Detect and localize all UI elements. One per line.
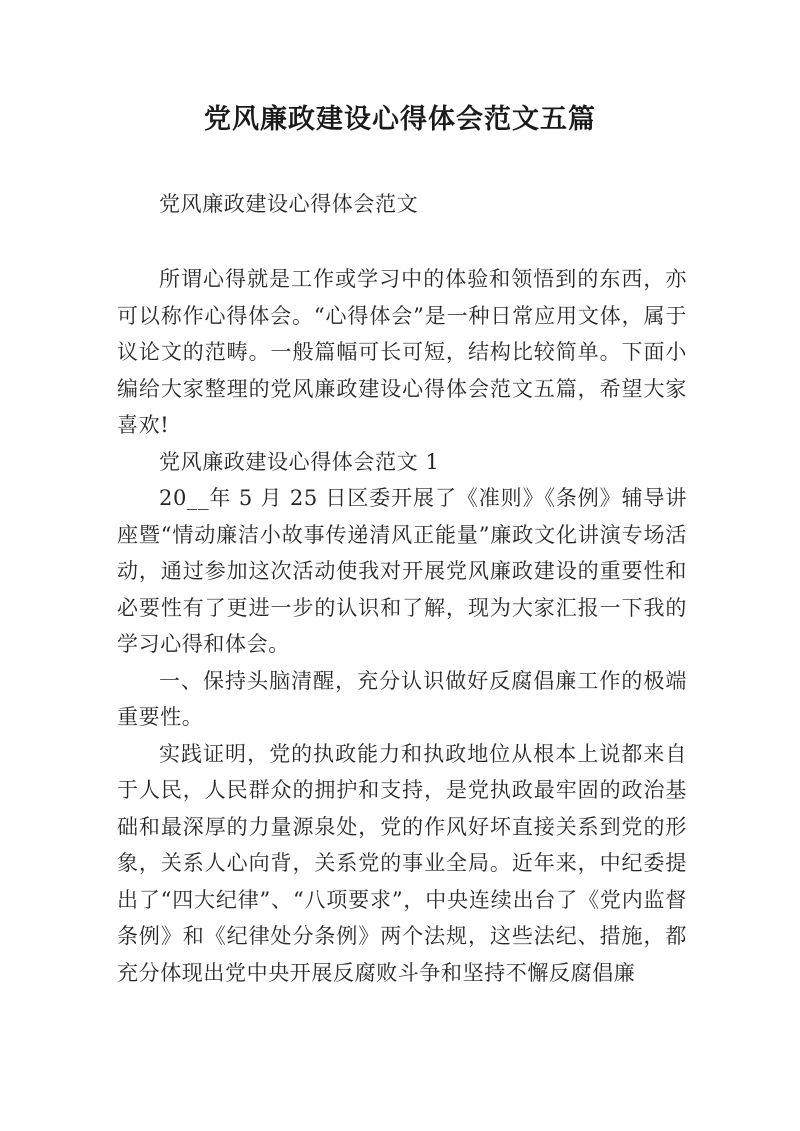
intro-paragraph: 所谓心得就是工作或学习中的体验和领悟到的东西，亦可以称作心得体会。“心得体会”是一种日常应用文体，属于议论文的范畴。一般篇幅可长可短，结构比较简单。下面小编给大家整理的党风廉政建设心得体会范文五篇，希望大家喜欢! [117, 267, 687, 437]
document-title: 党风廉政建设心得体会范文五篇 [204, 104, 596, 135]
event-paragraph: 20__年 5 月 25 日区委开展了《准则》《条例》辅导讲座暨“情动廉洁小故事传递清风正能量”廉政文化讲演专场活动，通过参加这次活动使我对开展党风廉政建设的重要性和必要性有了更进一步的认识和了解，现为大家汇报一下我的学习心得和体会。 [117, 486, 687, 656]
practice-paragraph: 实践证明，党的执政能力和执政地位从根本上说都来自于人民，人民群众的拥护和支持，是党执政最牢固的政治基础和最深厚的力量源泉处，党的作风好坏直接关系到党的形象，关系人心向背，关系党的事业全局。近年来，中纪委提出了“四大纪律”、“八项要求”，中央连续出台了《党内监督条例》和《纪律处分条例》两个法规，这些法纪、措施，都充分体现出党中央开展反腐败斗争和坚持不懈反腐倡廉 [117, 741, 687, 985]
document-subtitle [117, 186, 687, 223]
section-heading-1: 党风廉政建设心得体会范文 1 [159, 449, 440, 474]
point-heading-1: 一、保持头脑清醒，充分认识做好反腐倡廉工作的极端重要性。 [117, 668, 687, 729]
document-body [117, 261, 687, 991]
subtitle-text: 党风廉政建设心得体会范文 [159, 192, 419, 216]
